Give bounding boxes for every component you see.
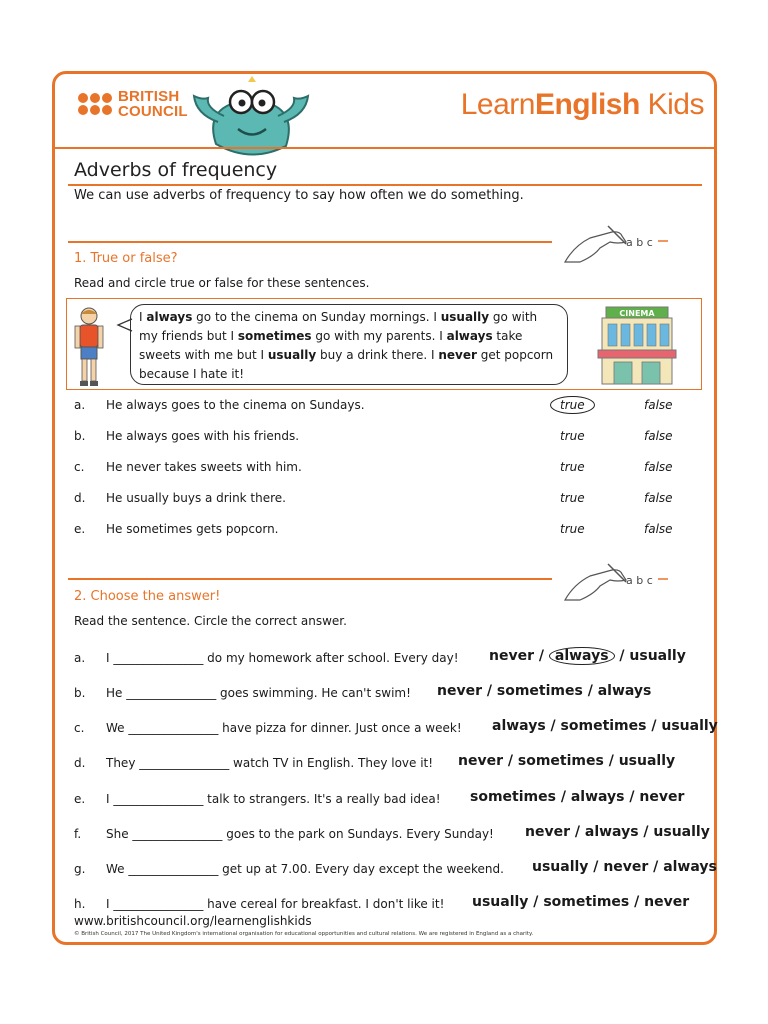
cinema-sign: CINEMA [619,309,655,318]
story-adverb: never [438,348,477,362]
tf-sentence: He always goes with his friends. [106,429,300,443]
question-row [74,824,714,846]
header-divider [54,147,714,149]
answer-option[interactable]: sometimes [470,789,556,805]
question-sentence: They _______________ watch TV in English. They love it! [106,756,434,770]
question-sentence: I _______________ talk to strangers. It's a really bad idea! [106,792,441,806]
story-text: take sweets with me but I [139,329,523,362]
tf-sentence: He always goes to the cinema on Sundays. [106,398,365,412]
option-separator: / [503,753,518,769]
section2-heading: 2. Choose the answer! [74,589,221,604]
page-title: Adverbs of frequency [74,159,278,181]
true-option[interactable] [560,398,595,412]
answer-option[interactable]: sometimes [543,894,630,910]
story-adverb: always [146,310,193,324]
tf-letter: e. [74,522,86,536]
question-letter: f. [74,827,82,841]
option-separator: / [555,789,571,805]
tf-letter: b. [74,429,86,443]
option-separator: / [629,894,645,910]
section1-heading: 1. True or false? [74,251,178,266]
tf-sentence: He sometimes gets popcorn. [106,522,279,536]
story-text: get popcorn because I hate it! [139,348,554,381]
question-row [74,648,714,670]
story-adverb: usually [440,310,490,324]
option-separator: / [545,718,561,734]
tf-row [74,398,694,418]
question-letter: b. [74,686,86,700]
option-separator: / [588,859,604,875]
answer-option[interactable]: usually [472,894,529,910]
question-sentence: She _______________ goes to the park on Sundays. Every Sunday! [106,827,494,841]
tf-sentence: He never takes sweets with him. [106,460,302,474]
bc-line2: COUNCIL [118,103,188,120]
false-option[interactable]: false [644,429,673,443]
option-separator: / [624,789,640,805]
question-letter: g. [74,862,86,876]
answer-option[interactable]: always [570,789,625,805]
answer-options [489,648,686,664]
tf-letter: d. [74,491,86,505]
answer-option[interactable]: always [663,859,717,875]
question-row [74,718,718,740]
true-option[interactable]: true [560,429,585,443]
footer-url[interactable]: www.britishcouncil.org/learnenglishkids [74,914,312,928]
hand-caption: a b c [626,236,653,249]
answer-options [525,824,710,840]
option-separator: / [534,648,549,664]
question-letter: e. [74,792,86,806]
section1-rule [68,241,552,243]
answer-option[interactable]: never [458,753,503,769]
false-option[interactable]: false [644,491,673,505]
story-adverb: always [446,329,493,343]
intro-text: We can use adverbs of frequency to say how often we do something. [74,188,524,203]
option-separator: / [582,683,598,699]
tf-row [74,429,694,449]
section2-instruction: Read the sentence. Circle the correct answer. [74,614,347,628]
answer-options [472,894,689,910]
question-sentence: We _______________ have pizza for dinner. Just once a week! [106,721,462,735]
question-row [74,894,714,916]
answer-options [492,718,718,734]
writing-hand-icon [560,560,670,608]
answer-options [458,753,675,769]
question-sentence: I _______________ have cereal for breakfast. I don't like it! [106,897,445,911]
option-separator: / [528,894,544,910]
logo-dots-icon [78,93,112,115]
question-sentence: He _______________ goes swimming. He can't swim! [106,686,411,700]
answer-option[interactable]: sometimes [517,753,604,769]
answer-option[interactable]: usually [629,648,686,664]
answer-option[interactable]: never [644,894,690,910]
story-adverb: usually [267,348,317,362]
question-letter: h. [74,897,86,911]
writing-hand-icon [560,222,670,270]
answer-options [470,789,684,805]
british-council-logo [78,89,188,119]
question-sentence: I _______________ do my homework after school. Every day! [106,651,459,665]
option-separator: / [638,824,654,840]
option-separator: / [614,648,630,664]
false-option[interactable]: false [644,398,673,412]
answer-option[interactable]: usually [661,718,718,734]
question-sentence: We _______________ get up at 7.00. Every day except the weekend. [106,862,504,876]
answer-options [532,859,717,875]
answer-option[interactable]: usually [532,859,589,875]
false-option[interactable]: false [644,522,673,536]
question-letter: a. [74,651,86,665]
option-separator: / [603,753,619,769]
story-text: buy a drink there. I [316,348,439,362]
option-separator: / [482,683,497,699]
answer-option[interactable]: sometimes [496,683,583,699]
story-text: go with my parents. I [311,329,447,343]
true-option[interactable]: true [560,491,585,505]
answer-option[interactable]: usually [653,824,710,840]
tf-letter: c. [74,460,85,474]
question-row [74,683,714,705]
hand-caption: a b c [626,574,653,587]
answer-option[interactable]: never [639,789,685,805]
bc-line1: BRITISH [118,88,180,105]
answer-option[interactable]: never [489,648,534,664]
tf-letter: a. [74,398,86,412]
answer-option[interactable]: always [549,647,615,665]
boy-illustration-icon [72,306,106,388]
answer-option[interactable]: always [492,718,546,734]
question-letter: d. [74,756,86,770]
answer-option[interactable]: always [597,683,652,699]
story-text: go with my friends but I [139,310,538,343]
question-row [74,753,714,775]
story-text: I [139,310,147,324]
section1-instruction: Read and circle true or false for these sentences. [74,276,370,290]
cinema-building-icon [596,306,678,386]
story-adverb: sometimes [237,329,312,343]
answer-options [437,683,651,699]
option-separator: / [646,718,662,734]
answer-option[interactable]: usually [618,753,676,769]
learnenglish-kids-logo: LearnEnglish Kids [460,88,704,121]
true-option[interactable]: true [560,522,585,536]
true-option[interactable]: true [560,460,585,474]
question-letter: c. [74,721,85,735]
question-row [74,859,717,881]
option-separator: / [570,824,585,840]
answer-option[interactable]: never [603,859,649,875]
answer-option[interactable]: never [525,824,570,840]
tf-row [74,460,694,480]
monster-mascot-icon [186,74,316,164]
footer-copyright: © British Council, 2017 The United Kingdom's international organisation for educational opportunities and cultural relations. We are registered in England as a charity. [74,931,534,937]
example-circle: true [550,396,595,414]
false-option[interactable]: false [644,460,673,474]
tf-sentence: He usually buys a drink there. [106,491,286,505]
title-underline [68,184,702,186]
answer-option[interactable]: sometimes [560,718,647,734]
section2-rule [68,578,552,580]
answer-option[interactable]: always [584,824,639,840]
option-separator: / [648,859,664,875]
tf-row [74,522,694,542]
question-row [74,789,714,811]
story-text: go to the cinema on Sunday mornings. I [192,310,441,324]
speech-bubble [130,304,568,385]
answer-option[interactable]: never [437,683,482,699]
tf-row [74,491,694,511]
